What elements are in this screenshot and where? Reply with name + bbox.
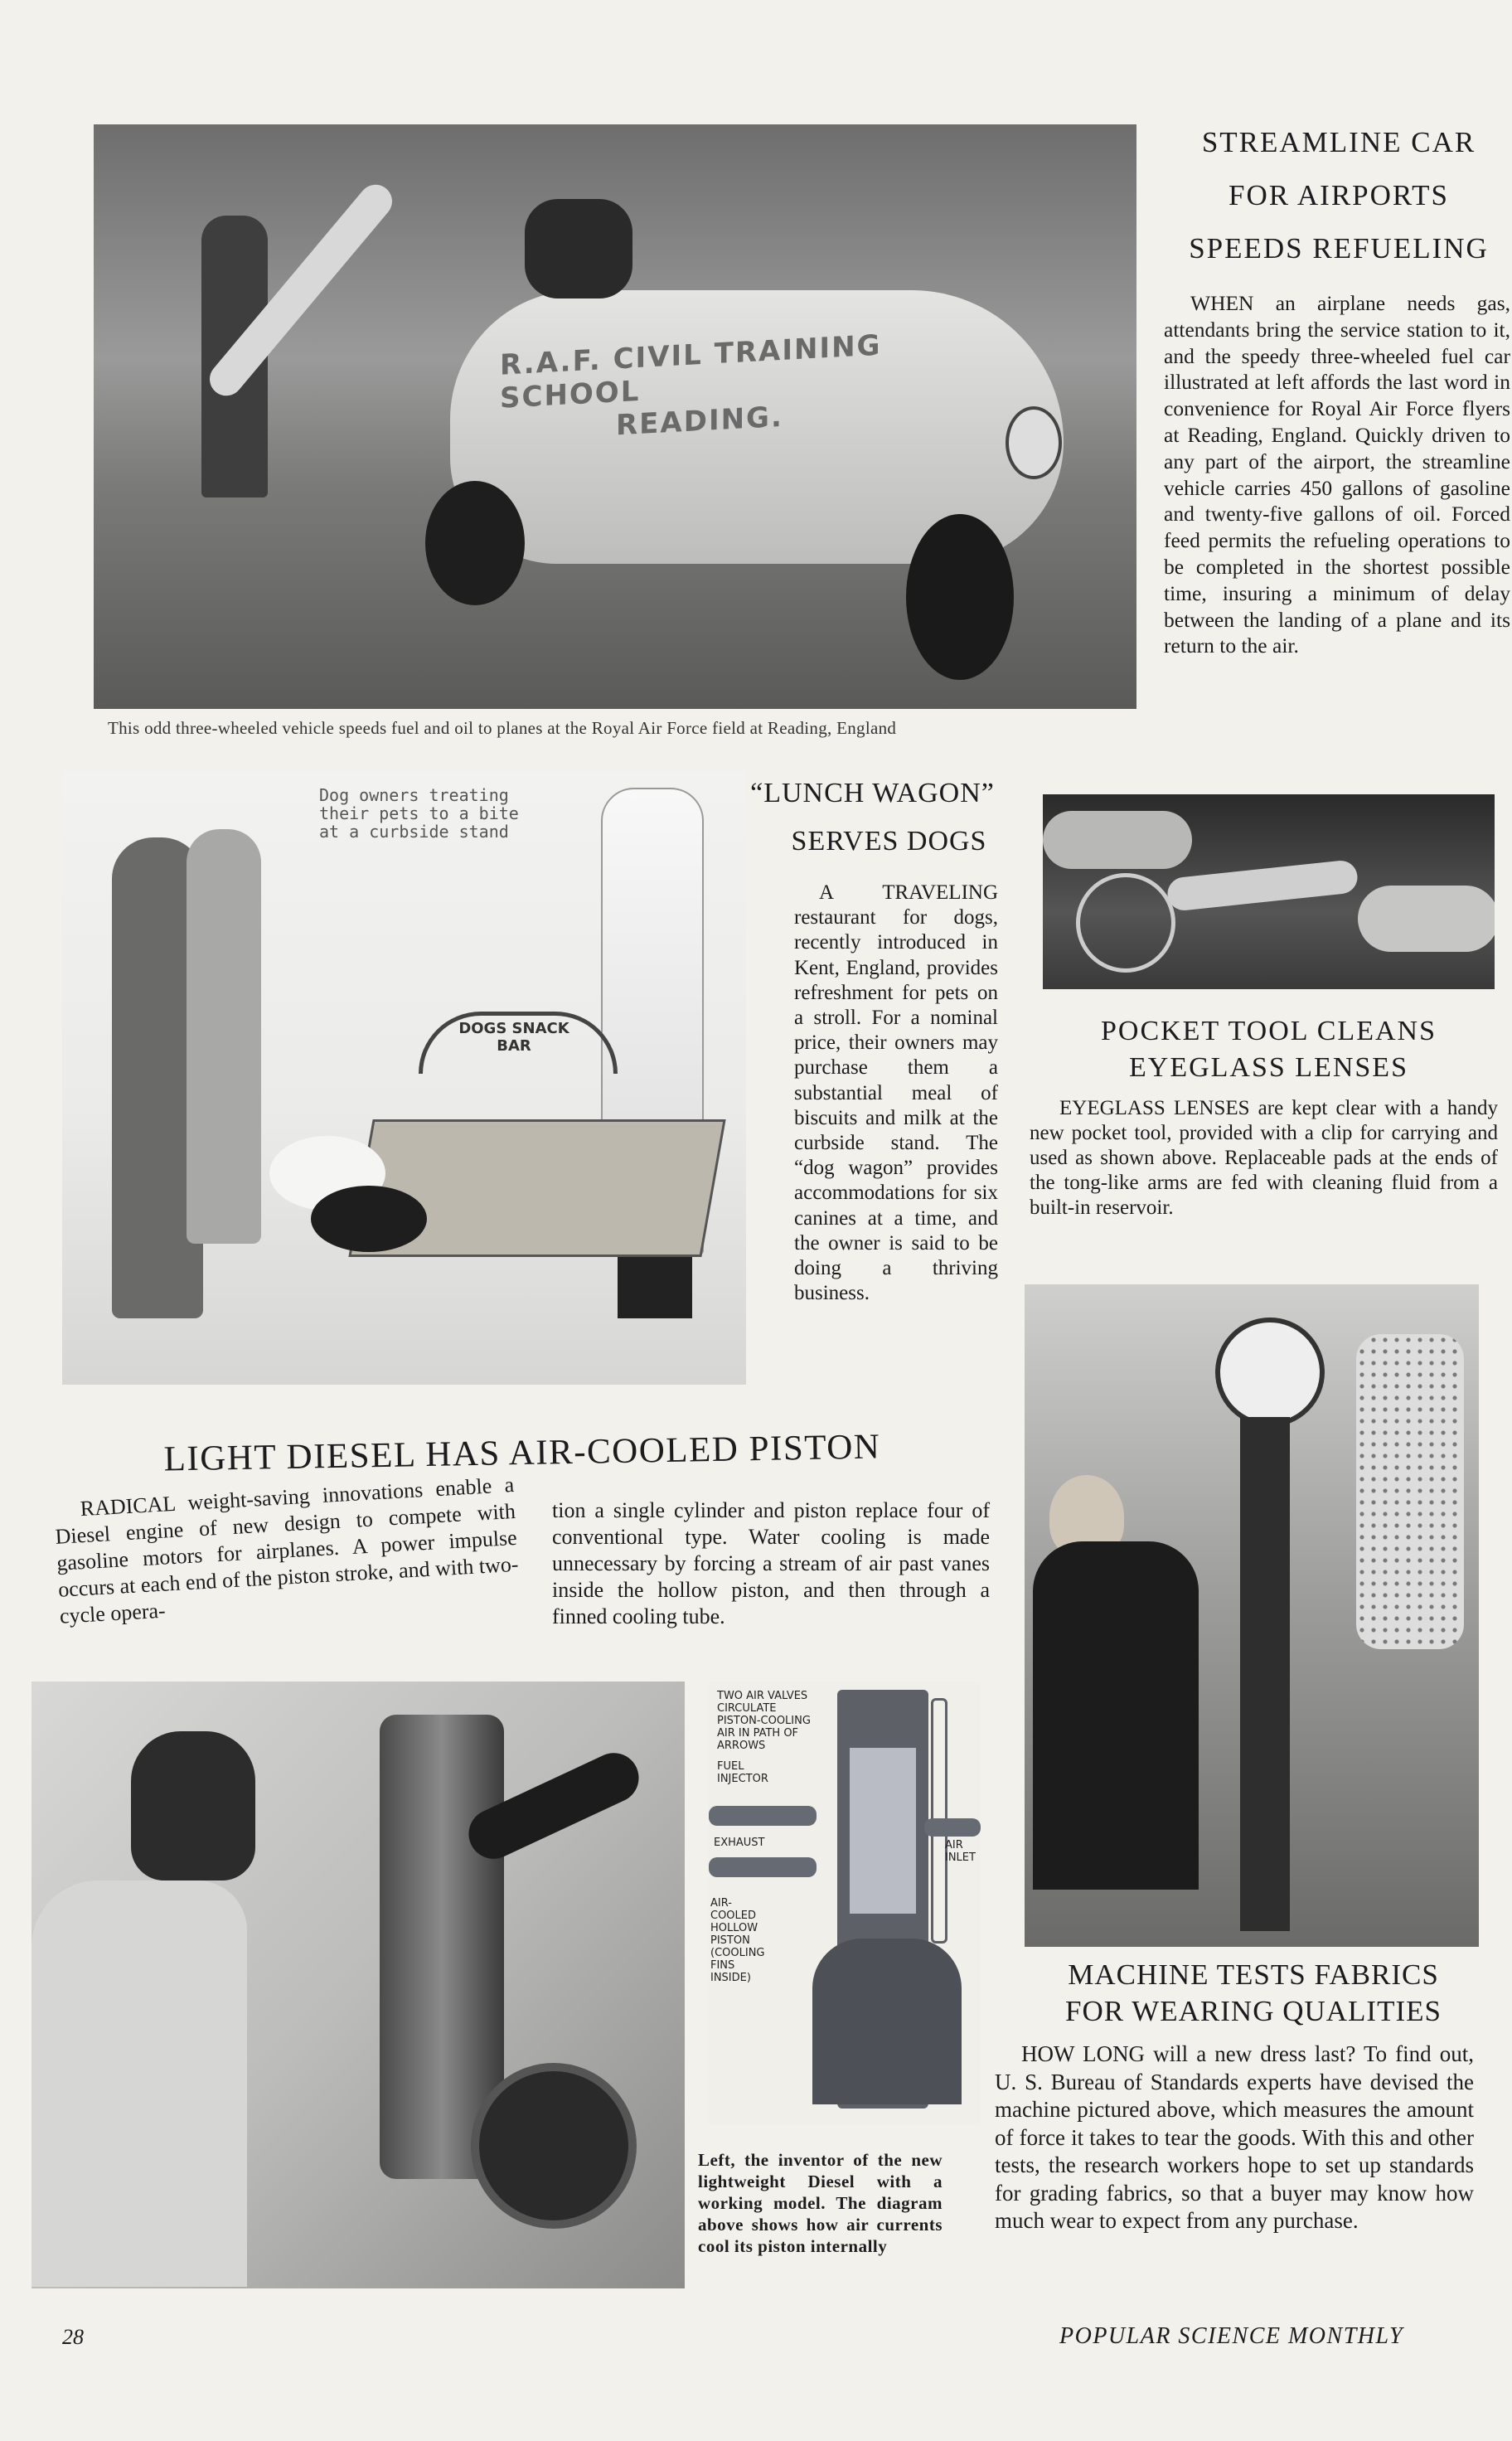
headline-line: POCKET TOOL CLEANS xyxy=(1100,1016,1437,1046)
snack-bar-sign: DOGS SNACK BAR xyxy=(458,1020,569,1055)
diesel-caption: Left, the inventor of the new lightweight Diesel with a working model. The diagram above shows how air currents cool its piston internally xyxy=(698,2150,943,2256)
label-air-valves: TWO AIR VALVES CIRCULATE PISTON-COOLING AIR IN PATH OF ARROWS xyxy=(717,1690,811,1752)
page-number: 28 xyxy=(62,2325,84,2349)
fuel-car-caption: This odd three-wheeled vehicle speeds fuel and oil to planes at the Royal Air Force field at Reading, England xyxy=(108,718,897,738)
headline-line: FOR WEARING QUALITIES xyxy=(1065,1995,1442,2027)
label-air-inlet: AIR INLET xyxy=(945,1839,976,1864)
streamline-body: WHEN an airplane needs gas, attendants bring the service station to it, and the speedy three-wheeled fuel car illustrated at left affords the last word in convenience for Royal Air Force flyers at Reading, England. Quickly driven to any part of the airport, the streamline vehicle carries 450 gallons of gasoline and twenty-five gallons of oil. Forced feed permits the refueling operations to be completed in the shortest possible time, insuring a minimum of delay between the landing of a plane and its return to the air. xyxy=(1164,291,1510,658)
fabrics-body: HOW LONG will a new dress last? To find out, U. S. Bureau of Standards experts have devised the machine pictured above, which measures the amount of force it takes to tear the goods. With this and other tests, the research workers hope to set up standards for grading fabrics, so that a buyer may know how much wear to expect from any purchase. xyxy=(995,2041,1474,2233)
fabrics-headline xyxy=(1013,1957,1494,2030)
dog-photo-caption: Dog owners treating their pets to a bite at a curbside stand xyxy=(319,785,519,842)
label-fuel-injector: FUEL INJECTOR xyxy=(717,1760,768,1785)
diesel-body-col2: tion a single cylinder and piston replace four of conventional type. Water cooling is made unnecessary by forcing a stream of air past vanes inside the hollow piston, and then through a finned cooling tube. xyxy=(552,1498,990,1628)
magazine-name: POPULAR SCIENCE MONTHLY xyxy=(1059,2323,1404,2349)
diesel-headline: LIGHT DIESEL HAS AIR-COOLED PISTON xyxy=(163,1427,881,1479)
eyeglass-headline xyxy=(1043,1013,1495,1086)
eyeglass-tool-photo xyxy=(1043,794,1495,989)
fuel-car-photo xyxy=(94,124,1136,709)
label-piston: AIR-COOLED HOLLOW PISTON (COOLING FINS INSIDE) xyxy=(710,1897,765,1984)
lunch-wagon-headline xyxy=(729,769,1015,866)
fabric-machine-photo xyxy=(1025,1284,1479,1947)
label-exhaust: EXHAUST xyxy=(714,1837,765,1849)
headline-line: MACHINE TESTS FABRICS xyxy=(1068,1958,1439,1991)
streamline-headline xyxy=(1161,116,1512,275)
headline-line: SERVES DOGS xyxy=(791,826,987,857)
dog-wagon-photo xyxy=(62,771,746,1385)
headline-line: FOR AIRPORTS xyxy=(1228,179,1449,211)
lunch-wagon-body: A TRAVELING restaurant for dogs, recently introduced in Kent, England, provides refreshment for pets on a stroll. For a nominal price, their owners may purchase them a substantial meal of biscuits and milk at the curbside stand. The “dog wagon” provides accommodations for six canines at a time, and the owner is said to be doing a thriving business. xyxy=(794,881,998,1305)
eyeglass-body: EYEGLASS LENSES are kept clear with a handy new pocket tool, provided with a clip for carrying and used as shown above. Replaceable pads at the ends of the tong-like arms are fed with cleaning fluid from a built-in reservoir. xyxy=(1030,1097,1498,1219)
inventor-engine-photo xyxy=(32,1682,685,2288)
diesel-body-col1: RADICAL weight-saving innovations enable a Diesel engine of new design to compete with gasoline motors for airplanes. A power impulse occurs at each end of the piston stroke, and with two-cycle opera- xyxy=(54,1472,520,1628)
headline-line: SPEEDS REFUELING xyxy=(1189,232,1489,264)
headline-line: “LUNCH WAGON” xyxy=(750,778,995,808)
headline-line: EYEGLASS LENSES xyxy=(1129,1052,1408,1083)
headline-line: STREAMLINE CAR xyxy=(1201,126,1476,158)
vehicle-lettering: R.A.F. CIVIL TRAINING SCHOOL READING. xyxy=(500,328,882,443)
engine-diagram xyxy=(709,1682,981,2125)
